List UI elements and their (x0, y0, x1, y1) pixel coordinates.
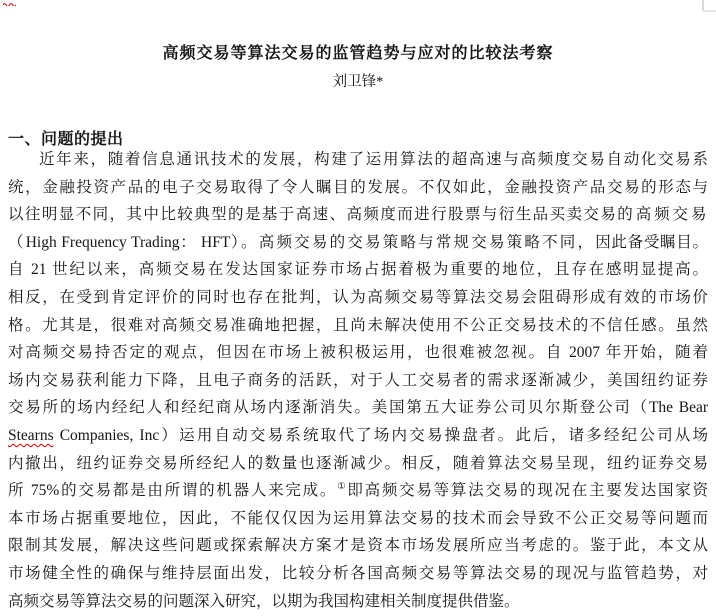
author-line: 刘卫锋* (332, 74, 384, 90)
text-run: 场内交易获利能力下降，且电子商务的活跃，对于人工交易者的需求逐渐减少，美国纽约证券 (8, 371, 708, 389)
paragraph-line (8, 560, 708, 588)
spellcheck-squiggle-artifact (3, 2, 16, 6)
text-run: ）运用自动交易系统取代了场内交易操盘者。此后，诸多经纪公司从场 (159, 426, 708, 444)
paragraph-line (8, 394, 708, 422)
paragraph-line (8, 450, 708, 478)
alt-font-run: （ (8, 233, 26, 251)
text-run: 高频交易等算法交易的问题深入研究，以期为我国构建相关制度提供借鉴。 (8, 592, 520, 610)
page-title: 高频交易等算法交易的监管趋势与应对的比较法考察 (162, 45, 554, 62)
text-run: 对高频交易持否定的观点，但因在市场上被积极运用，也很难被忽视。自 (8, 344, 569, 362)
misspelled-word: Stearns (8, 426, 54, 444)
text-run: 自 (8, 261, 31, 279)
text-run: 即高频交易等算法交易的现况在主要发达国家资 (347, 482, 708, 500)
paragraph-line (8, 201, 708, 229)
alt-font-run: 的高频交易 (617, 206, 708, 224)
paragraph-line (8, 146, 708, 174)
paragraph-line (8, 505, 708, 533)
paragraph-line (8, 174, 708, 202)
text-run: 格。尤其是，很难对高频交易准确地把握，且尚未解决使用不公正交易技术的不信任感。虽然 (8, 316, 708, 334)
paragraph-line (8, 256, 708, 284)
alt-font-run: ）。 (230, 233, 259, 251)
text-run: 统，金融投资产品的电子交易取得了令人瞩目的发展。不仅如此，金融投资产品交易的形态与 (8, 178, 708, 196)
text-run: 以往明显不同，其中比较典型的是基于高速、高频度而进行股票与衍生品买卖交易 (8, 206, 618, 224)
paragraph-line (8, 229, 708, 257)
text-run: 市场健全性的确保与维持层面出发，比较分析各国高频交易等算法交易的现况与监管趋势，对 (8, 564, 708, 582)
text-run: 因此备受瞩目。 (595, 233, 708, 251)
footnote-marker: ① (337, 481, 348, 492)
latin-text-run: High Frequency Trading： HFT (25, 233, 231, 251)
paragraph-line (8, 532, 708, 560)
paragraph-line (8, 477, 708, 505)
latin-text-run: 75% (30, 482, 60, 500)
paragraph-line (8, 312, 708, 340)
latin-text-run: Companies, Inc (53, 426, 160, 444)
latin-text-run: 21 (31, 261, 47, 279)
paragraph-line (8, 367, 708, 395)
latin-text-run: 2007 (569, 344, 600, 362)
latin-text-run: The Bear (648, 399, 708, 417)
text-run: 的交易都是由所谓的机器人来完成。 (59, 482, 338, 500)
paragraph-line (8, 588, 708, 616)
text-run: 所 (8, 482, 31, 500)
body-paragraph (8, 146, 708, 615)
scrollbar-corner-horizontal (702, 10, 716, 12)
text-run: 本市场占据重要地位，因此，不能仅仅因为运用算法交易的技术而会导致不公正交易等问题而 (8, 509, 708, 527)
alt-font-run: 高频交易的交易策略与常规交易策略不同， (258, 233, 596, 251)
text-run: 年开始，随着 (600, 344, 708, 362)
paragraph-line (8, 422, 708, 450)
paragraph-line (8, 284, 708, 312)
text-run: 内撤出，纽约证券交易所经纪人的数量也逐渐减少。相反，随着算法交易呈现，纽约证券交易 (8, 454, 708, 472)
text-run: 相反，在受到肯定评价的同时也存在批判，认为高频交易等算法交易会阻碍形成有效的市场价 (8, 288, 708, 306)
text-run: 近年来，随着信息通讯技术的发展，构建了运用算法的超高速与高频度交易自动化交易系 (39, 151, 708, 168)
text-run: 限制其发展，解决这些问题或探索解决方案才是资本市场发展所应当考虑的。鉴于此，本文从 (8, 537, 708, 555)
text-run: 交易所的场内经纪人和经纪商从场内逐渐消失。美国第五大证券公司贝尔斯登公司（ (8, 399, 649, 417)
section-heading: 一、问题的提出 (8, 131, 124, 148)
paragraph-line (8, 339, 708, 367)
text-run: 世纪以来，高频交易在发达国家证券市场占据着极为重要的地位，且存在感明显提高。 (46, 261, 708, 279)
